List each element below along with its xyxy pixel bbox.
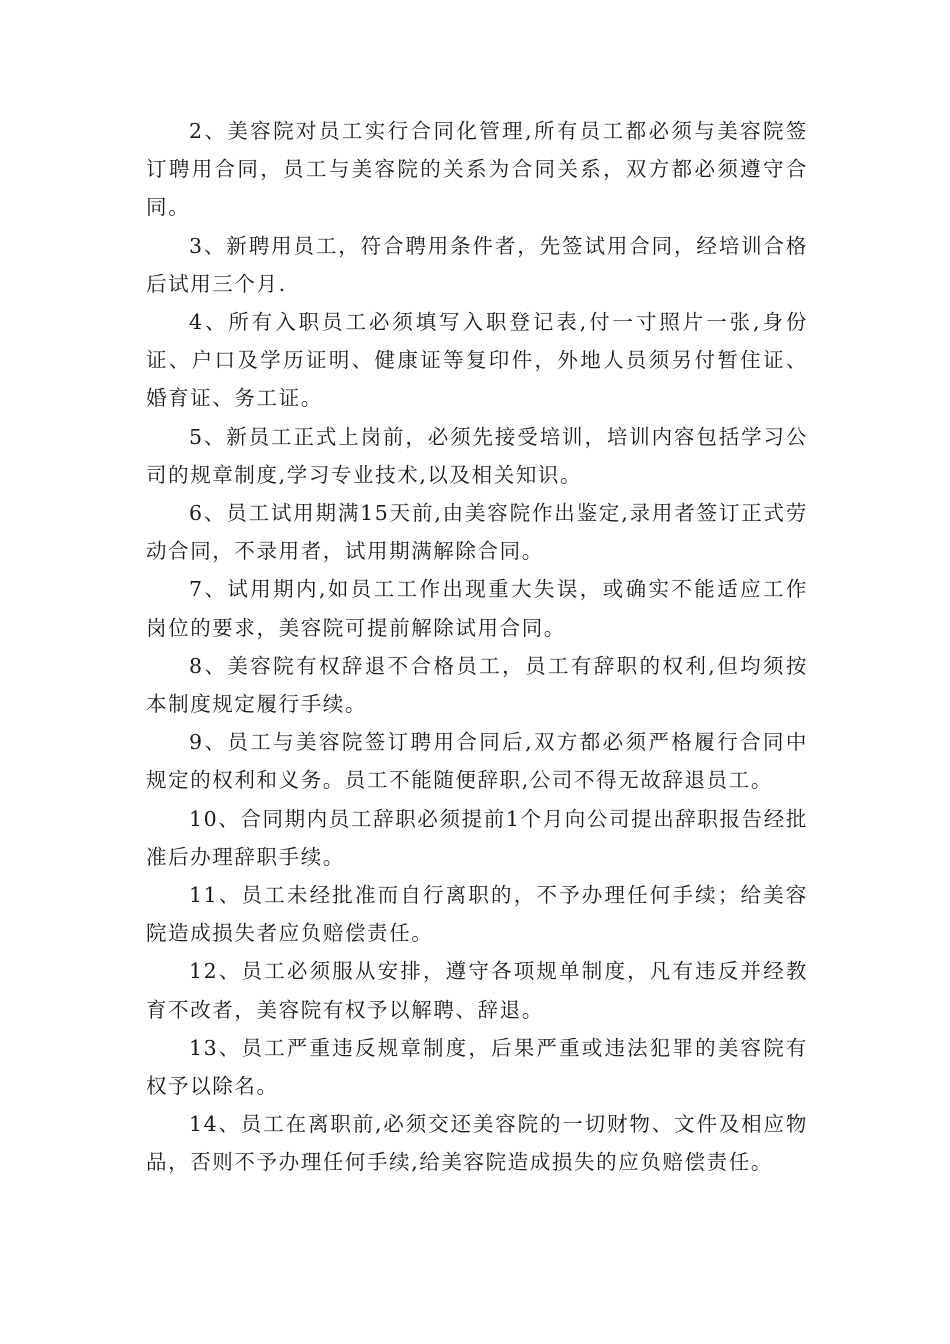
- document-page: [146, 112, 808, 1182]
- clause-10: 10、合同期内员工辞职必须提前1个月向公司提出辞职报告经批准后办理辞职手续。: [146, 806, 808, 869]
- clause-2: 2、美容院对员工实行合同化管理,所有员工都必须与美容院签订聘用合同，员工与美容院的关系为合同关系，双方都必须遵守合同。: [146, 119, 808, 220]
- clause-4: 4、所有入职员工必须填写入职登记表,付一寸照片一张,身份证、户口及学历证明、健康证等复印件，外地人员须另付暂住证、婚育证、务工证。: [146, 310, 808, 411]
- clause-5: 5、新员工正式上岗前，必须先接受培训，培训内容包括学习公司的规章制度,学习专业技术,以及相关知识。: [146, 424, 808, 487]
- clause-13: 13、员工严重违反规章制度，后果严重或违法犯罪的美容院有权予以除名。: [146, 1035, 808, 1099]
- clause-9: 9、员工与美容院签订聘用合同后,双方都必须严格履行合同中规定的权利和义务。员工不能随便辞职,公司不得无故辞退员工。: [146, 730, 808, 793]
- clause-14: 14、员工在离职前,必须交还美容院的一切财物、文件及相应物品，否则不予办理任何手续,给美容院造成损失的应负赔偿责任。: [146, 1112, 808, 1175]
- clause-12: 12、员工必须服从安排，遵守各项规单制度，凡有违反并经教育不改者，美容院有权予以解聘、辞退。: [146, 959, 808, 1022]
- clause-6: 6、员工试用期满15天前,由美容院作出鉴定,录用者签订正式劳动合同，不录用者，试用期满解除合同。: [146, 501, 808, 564]
- clause-7: 7、试用期内,如员工工作出现重大失误，或确实不能适应工作岗位的要求，美容院可提前解除试用合同。: [146, 577, 808, 640]
- clause-8: 8、美容院有权辞退不合格员工，员工有辞职的权利,但均须按本制度规定履行手续。: [146, 653, 808, 717]
- clause-3: 3、新聘用员工，符合聘用条件者，先签试用合同，经培训合格后试用三个月.: [146, 233, 808, 296]
- clause-11: 11、员工未经批准而自行离职的，不予办理任何手续；给美容院造成损失者应负赔偿责任。: [146, 883, 808, 946]
